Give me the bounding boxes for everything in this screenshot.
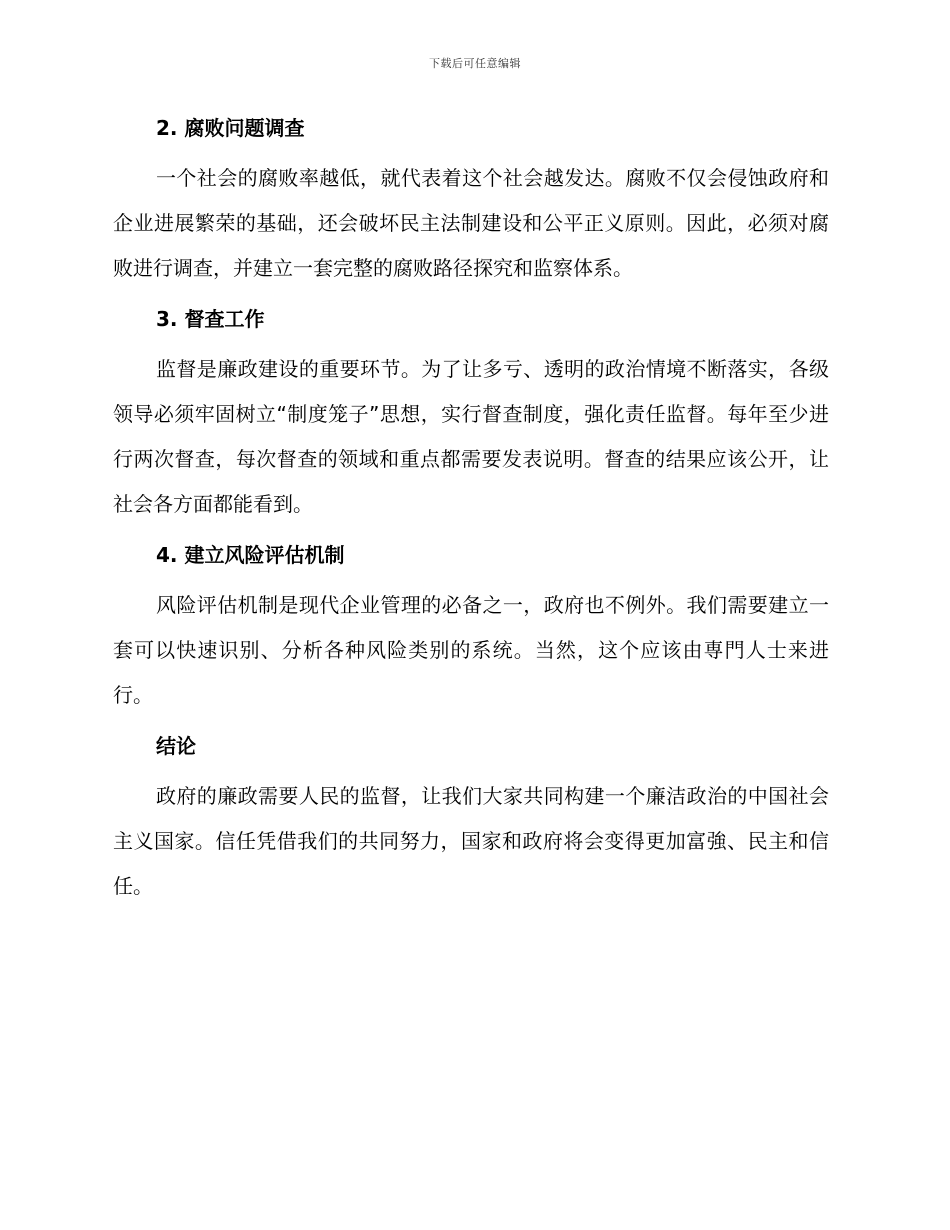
paragraph-supervision-work: 监督是廉政建设的重要环节。为了让多亏、透明的政治情境不断落实，各级领导必须牢固树立“制度笼子”思想，实行督查制度，强化责任监督。每年至少进行两次督查，每次督查的领域和重点都需要发表说明。督查的结果应该公开，让社会各方面都能看到。 — [113, 357, 829, 516]
section-heading-conclusion: 结论 — [156, 734, 196, 758]
section-heading-corruption-investigation: 2. 腐败问题调查 — [156, 116, 305, 140]
paragraph-risk-assessment: 风险评估机制是现代企业管理的必备之一，政府也不例外。我们需要建立一套可以快速识别、分析各种风险类别的系统。当然，这个应该由専門人士来进行。 — [113, 593, 829, 707]
document-body — [113, 112, 829, 921]
paragraph-conclusion: 政府的廉政需要人民的监督，让我们大家共同构建一个廉洁政治的中国社会主义国家。信任凭借我们的共同努力，国家和政府将会变得更加富強、民主和信任。 — [113, 784, 829, 898]
section-heading-risk-assessment: 4. 建立风险评估机制 — [156, 543, 345, 567]
page-header: 下载后可任意编辑 — [429, 57, 521, 70]
paragraph-corruption-investigation: 一个社会的腐败率越低，就代表着这个社会越发达。腐败不仅会侵蚀政府和企业进展繁荣的基础，还会破坏民主法制建设和公平正义原则。因此，必须对腐败进行调查，并建立一套完整的腐败路径探究和监察体系。 — [113, 166, 829, 280]
section-heading-supervision-work: 3. 督查工作 — [156, 307, 265, 331]
